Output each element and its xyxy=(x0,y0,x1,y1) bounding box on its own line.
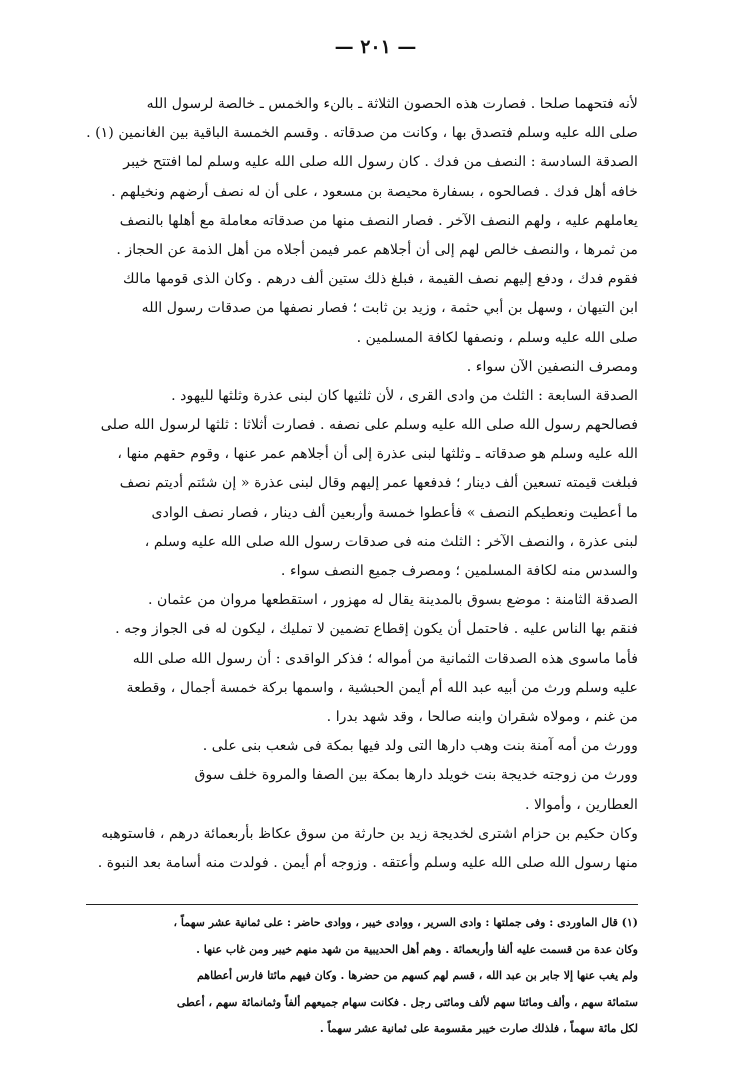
footnote-line: لكل مائة سهماً ، فلذلك صارت خيبر مقسومة على ثمانية عشر سهماً . xyxy=(319,1022,638,1035)
footnote-line: وكان عدة من قسمت عليه ألفا وأربعمائة . وهم أهل الحديبية من شهد منهم خيبر ومن غاب عنها . xyxy=(196,942,638,956)
text-line: الصدقة الثامنة : موضع بسوق بالمدينة يقال له مهزور ، استقطعها مروان من عثمان . xyxy=(147,592,638,609)
text-line: صلى الله عليه وسلم فتصدق بها ، وكانت من صدقاته . وقسم الخمسة الباقية بين الغانمين (١) . xyxy=(86,125,638,142)
text-line: وكان حكيم بن حزام اشترى لخديجة زيد بن حارثة من سوق عكاظ بأربعمائة درهم ، فاستوهبه xyxy=(101,825,638,842)
page-number: — ٢٠١ — xyxy=(334,36,417,58)
text-line: فنقم بها الناس عليه . فاحتمل أن يكون إقطاع تضمين لا تمليك ، ليكون له فى الجواز وجه . xyxy=(115,621,638,638)
text-line: لأنه فتحهما صلحا . فصارت هذه الحصون الثلاثة ـ بالنء والخمس ـ خالصة لرسول الله xyxy=(146,96,638,112)
text-line: ابن التيهان ، وسهل بن أبي حثمة ، وزيد بن ثابت ؛ فصار نصفها من صدقات رسول الله xyxy=(141,300,638,317)
text-line: فأما ماسوى هذه الصدقات الثمانية من أمواله ؛ فذكر الواقدى : أن رسول الله صلى الله xyxy=(132,650,638,667)
text-line: لبنى عذرة ، والنصف الآخر : الثلث منه فى صدقات رسول الله صلى الله عليه وسلم ، xyxy=(144,533,638,550)
text-line: الصدقة السابعة : الثلث من وادى القرى ، لأن ثلثيها كان لبنى عذرة وثلثها لليهود . xyxy=(171,387,638,404)
footnote-line: ستمائة سهم ، وألف ومائتا سهم لألف ومائتى رجل . فكانت سهام جميعهم ألفاً وثمانمائة سهم ، أعطى xyxy=(176,995,638,1009)
text-line: والسدس منه لكافة المسلمين ؛ ومصرف جميع النصف سواء . xyxy=(280,563,638,579)
text-line: وورث من أمه آمنة بنت وهب دارها التى ولد فيها بمكة فى شعب بنى على . xyxy=(202,738,638,755)
text-line: صلى الله عليه وسلم ، ونصفها لكافة المسلمين . xyxy=(356,329,638,346)
text-line: يعاملهم عليه ، ولهم النصف الآخر . فصار النصف منها من صدقاته معاملة مع أهلها بالنصف xyxy=(119,212,638,229)
text-line: ما أعطيت ونعطيكم النصف » فأعطوا خمسة وأربعين ألف دينار ، فصار نصف الوادى xyxy=(151,504,638,521)
text-line: فصالحهم رسول الله صلى الله عليه وسلم على نصفه . فصارت أثلاثا : ثلثها لرسول الله صلى xyxy=(100,417,638,434)
text-line: ومصرف النصفين الآن سواء . xyxy=(466,358,638,375)
footnote xyxy=(86,910,638,1043)
main-text xyxy=(86,90,638,878)
text-line: خافه أهل فدك . فصالحوه ، بسفارة محيصة بن مسعود ، على أن له نصف أرضهم ونخيلهم . xyxy=(111,183,638,200)
footnote-divider xyxy=(86,904,638,905)
footnote-line: (١) قال الماوردى : وفى جملتها : وادى السرير ، ووادى خيبر ، ووادى حاضر : على ثمانية عشر سهماً ، xyxy=(173,916,638,929)
text-line: فبلغت قيمته تسعين ألف دينار ؛ فدفعها عمر إليهم وقال لبنى عذرة « إن شئتم أديتم نصف xyxy=(119,475,638,492)
text-line: منها رسول الله صلى الله عليه وسلم وأعتقه . وزوجه أم أيمن . فولدت منه أسامة بعد النبوة . xyxy=(97,854,638,871)
text-line: عليه وسلم ورث من أبيه عبد الله أم أيمن الحبشية ، واسمها بركة خمسة أجمال ، وقطعة xyxy=(126,679,638,696)
text-line: العطارين ، وأموالا . xyxy=(524,796,638,813)
text-line: وورث من زوجته خديجة بنت خويلد دارها بمكة بين الصفا والمروة خلف سوق xyxy=(194,767,638,784)
text-line: فقوم فدك ، ودفع إليهم نصف القيمة ، فبلغ ذلك ستين ألف درهم . وكان الذى قومها مالك xyxy=(123,271,638,288)
footnote-line: ولم يغب عنها إلا جابر بن عبد الله ، قسم لهم كسهم من حضرها . وكان فيهم مائتا فارس أعطاهم xyxy=(196,969,638,982)
text-line: من غنم ، ومولاه شقران وابنه صالحا ، وقد شهد بدرا . xyxy=(326,708,638,725)
text-line: الله عليه وسلم هو صدقاته ـ وثلثها لبنى عذرة إلى أن أجلاهم عمر عنها ، وقوم حقهم منها ، xyxy=(117,446,638,463)
text-line: الصدقة السادسة : النصف من فدك . كان رسول الله صلى الله عليه وسلم لما افتتح خيبر xyxy=(123,154,638,171)
text-line: من ثمرها ، والنصف خالص لهم إلى أن أجلاهم عمر فيمن أجلاه من أهل الذمة عن الحجاز . xyxy=(116,241,638,258)
